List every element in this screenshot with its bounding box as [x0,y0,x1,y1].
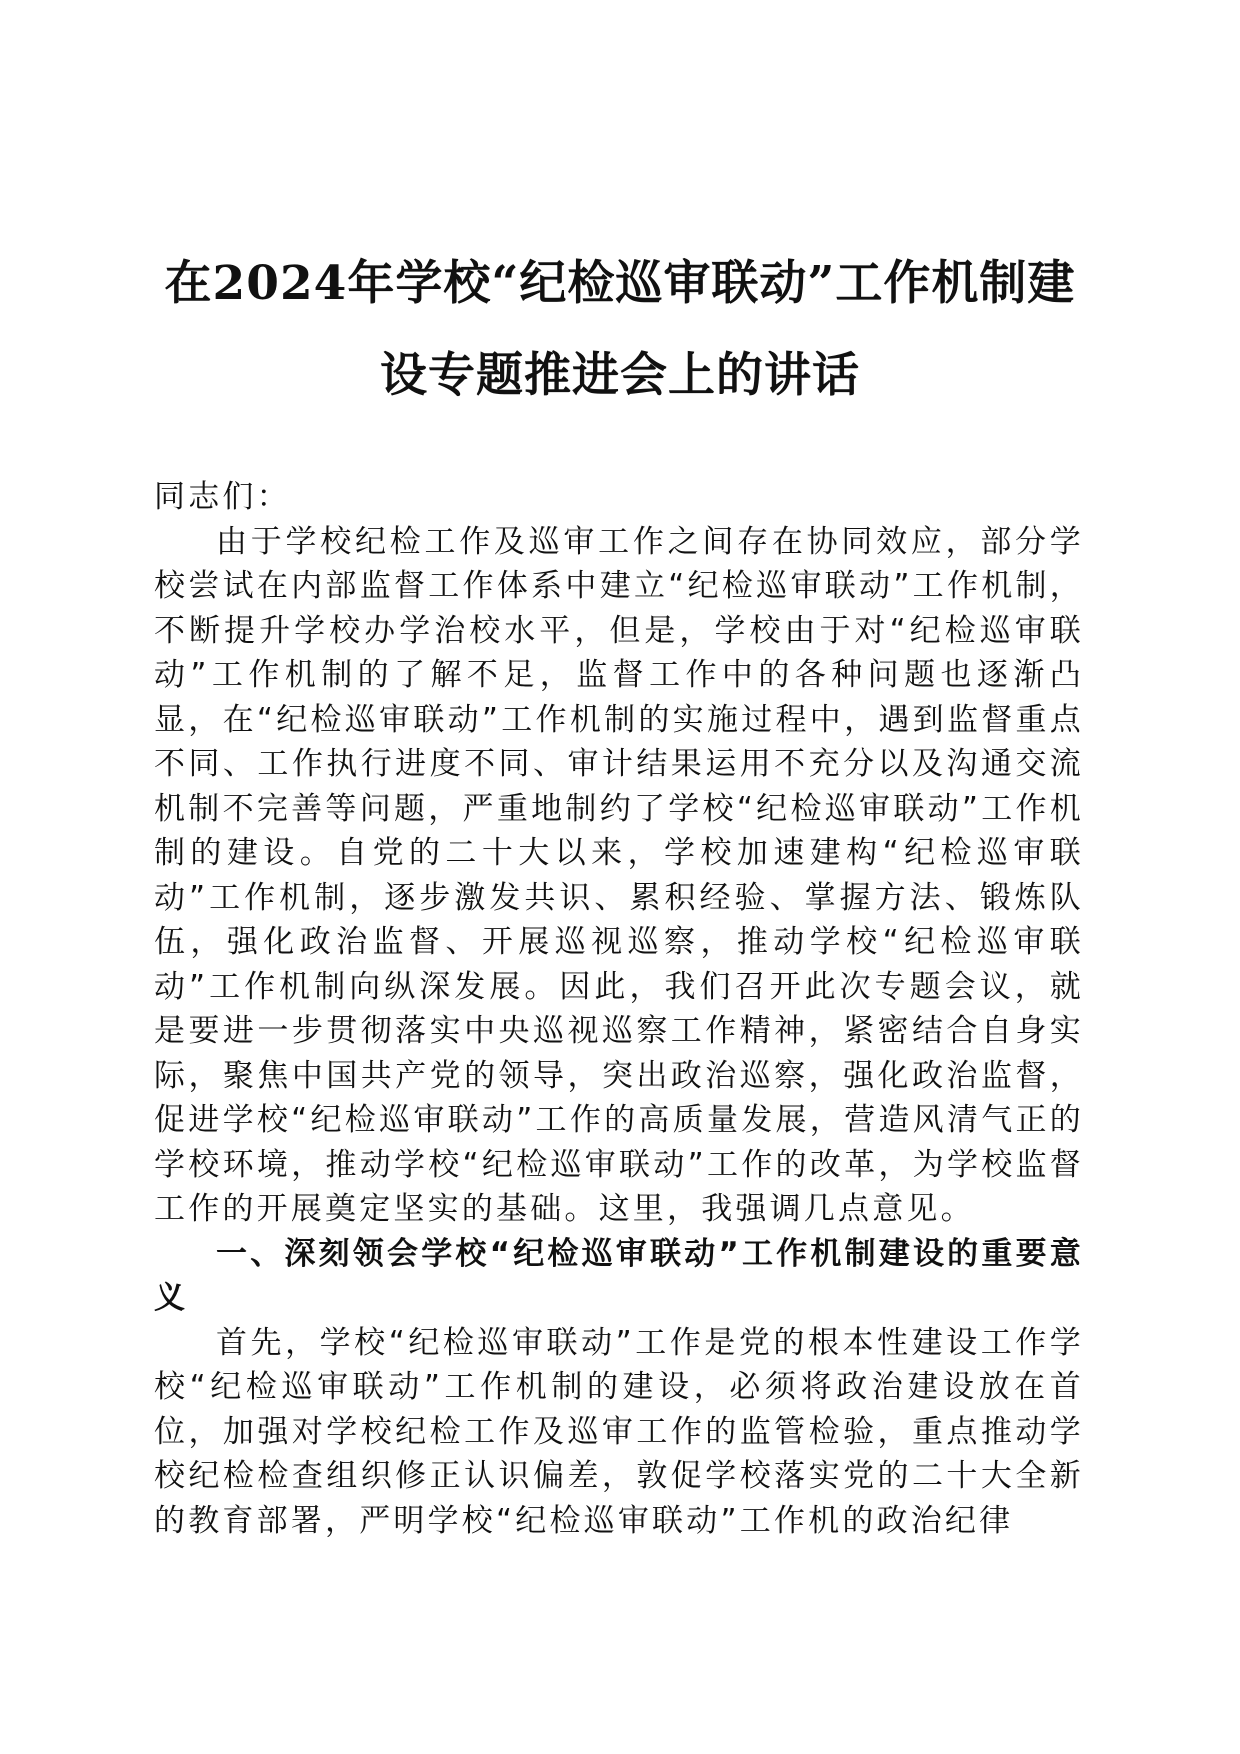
salutation: 同志们： [154,479,291,515]
title-line-2: 设专题推进会上的讲话 [380,348,860,403]
paragraph-1: 由于学校纪检工作及巡审工作之间存在协同效应，部分学校尝试在内部监督工作体系中建立“纪检巡审联动”工作机制，不断提升学校办学治校水平，但是，学校由于对“纪检巡审联动”工作机制的了解不足，监督工作中的各种问题也逐渐凸显，在“纪检巡审联动”工作机制的实施过程中，遇到监督重点不同、工作执行进度不同、审计结果运用不充分以及沟通交流机制不完善等问题，严重地制约了学校“纪检巡审联动”工作机制的建设。自党的二十大以来，学校加速建构“纪检巡审联动”工作机制，逐步激发共识、累积经验、掌握方法、锻炼队伍，强化政治监督、开展巡视巡察，推动学校“纪检巡审联动”工作机制向纵深发展。因此，我们召开此次专题会议，就是要进一步贯彻落实中央巡视巡察工作精神，紧密结合自身实际，聚焦中国共产党的领导，突出政治巡察，强化政治监督，促进学校“纪检巡审联动”工作的高质量发展，营造风清气正的学校环境，推动学校“纪检巡审联动”工作的改革，为学校监督工作的开展奠定坚实的基础。这里，我强调几点意见。 [154,523,1084,1227]
paragraph-2: 首先，学校“纪检巡审联动”工作是党的根本性建设工作学校“纪检巡审联动”工作机制的建设，必须将政治建设放在首位，加强对学校纪检工作及巡审工作的监管检验，重点推动学校纪检检查组织修正认识偏差，敦促学校落实党的二十大全新的教育部署，严明学校“纪检巡审联动”工作机的政治纪律 [154,1324,1084,1539]
document-body [154,475,1084,1543]
page-title [150,238,1090,422]
section-1-heading: 一、深刻领会学校“纪检巡审联动”工作机制建设的重要意义 [154,1235,1084,1316]
title-line-1: 在2024年学校“纪检巡审联动”工作机制建 [164,256,1076,311]
